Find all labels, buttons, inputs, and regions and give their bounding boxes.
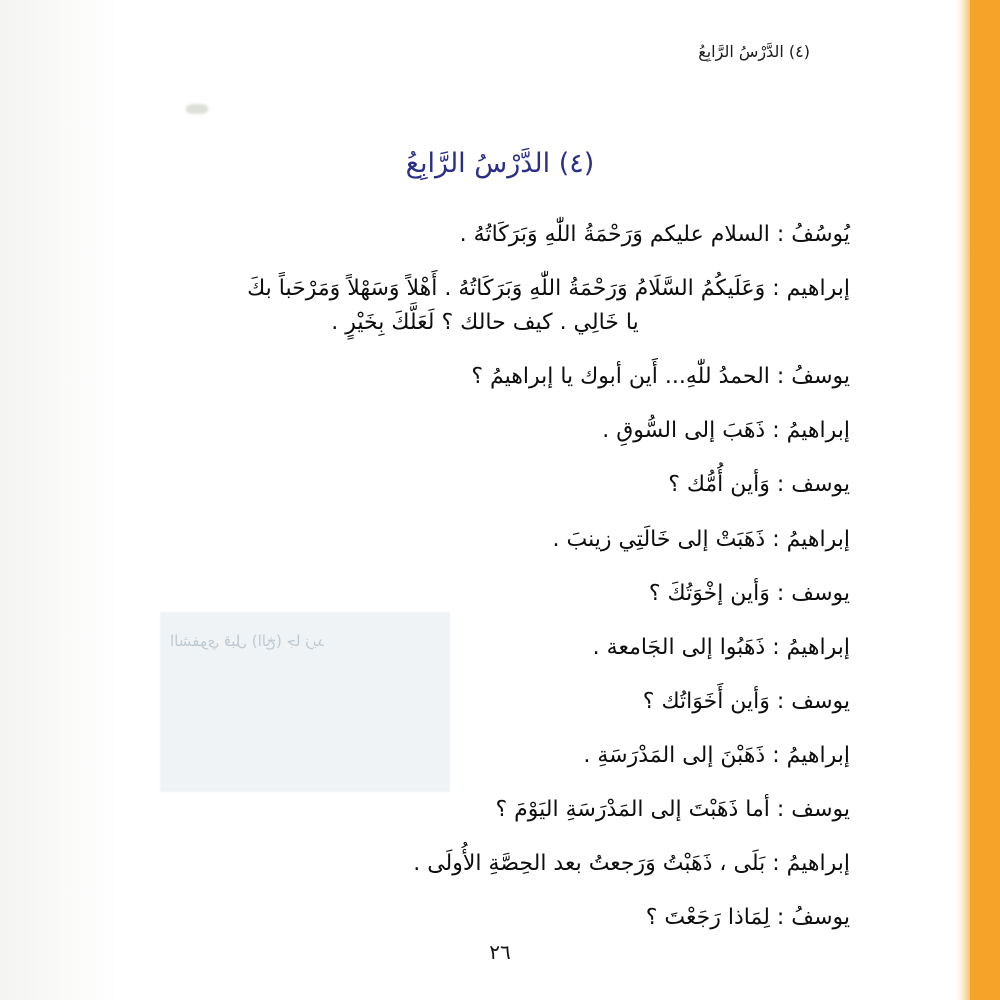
dialogue-line [120, 685, 850, 719]
paper-smudge [186, 104, 208, 114]
dialogue-line [120, 793, 850, 827]
dialogue-line [120, 523, 850, 557]
dialogue-line [120, 901, 850, 935]
dialogue-line [120, 847, 850, 881]
dialogue-line-text: إبراهيمُ : ذَهَبْنَ إلى المَدْرَسَةِ . [583, 742, 850, 768]
dialogue-line [120, 414, 850, 448]
dialogue-line-text: يوسفُ : لِمَاذا رَجَعْتَ ؟ [645, 905, 850, 931]
running-header: (٤) الدَّرْسُ الرَّابِعُ [698, 42, 810, 61]
dialogue-line [120, 577, 850, 611]
dialogue-line-text: يوسف : وَأين أَخَوَاتُك ؟ [642, 688, 850, 714]
dialogue-line-text: يُوسُفُ : السلام عليكم وَرَحْمَةُ اللّٰهِ وَبَرَكَاتُهُ . [459, 222, 850, 247]
dialogue-line [120, 739, 850, 773]
dialogue-line-continuation: يا خَالِي . كيف حالك ؟ لَعَلَّكَ بِخَيْرٍ . [331, 310, 639, 336]
page-number: ٢٦ [489, 940, 511, 964]
dialogue-line-text: يوسف : وَأين أُمُّك ؟ [668, 472, 850, 498]
ink-show-through-text: الشفوي قبل (الخ) جا زيد [170, 632, 325, 650]
dialogue-line [120, 360, 850, 394]
dialogue-line-text: إبراهيم : وَعَلَيكُمُ السَّلَامُ وَرَحْمَةُ اللّٰهِ وَبَرَكَاتُهُ . أَهْلاً وَسَهْلاً وَمَرْحَباً بكَ [247, 276, 850, 302]
dialogue-line-text: إبراهيمُ : ذَهَبَتْ إلى خَالَتِي زينبَ . [552, 526, 850, 552]
dialogue-line-text: يوسف : وَأين إخْوَتُكَ ؟ [648, 580, 850, 606]
dialogue-line [120, 631, 850, 665]
dialogue-line [120, 468, 850, 502]
dialogue-line-text: إبراهيمُ : بَلَى ، ذَهَبْتُ وَرَجعتُ بعد الحِصَّةِ الأُولَى . [413, 851, 850, 877]
dialogue-line [120, 272, 850, 340]
dialogue-line-text: إبراهيمُ : ذَهَبَ إلى السُّوقِ . [602, 418, 850, 444]
dialogue-line-text: إبراهيمُ : ذَهَبُوا إلى الجَامعة . [592, 634, 850, 660]
page-title: (٤) الدَّرْسُ الرَّابِعُ [405, 148, 595, 179]
dialogue-line-text: يوسف : أما ذَهَبْتَ إلى المَدْرَسَةِ اليَوْمَ ؟ [495, 797, 850, 823]
dialogue-line [120, 218, 850, 252]
dialogue-line-text: يوسفُ : الحمدُ للّٰهِ... أَين أبوك يا إبراهيمُ ؟ [471, 364, 850, 390]
dialogue-body [120, 218, 850, 955]
